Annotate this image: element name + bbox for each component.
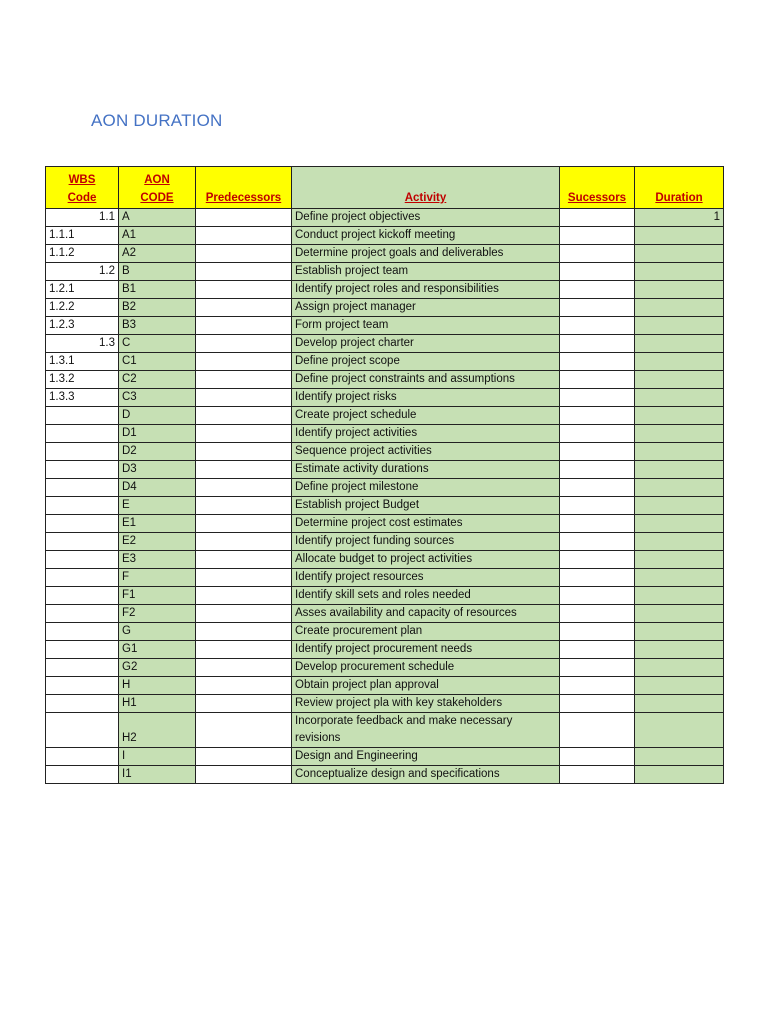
successors-cell [560,461,635,479]
successors-cell [560,227,635,245]
successors-cell [560,551,635,569]
duration-cell [635,766,724,784]
duration-cell [635,335,724,353]
aon-code-cell: E [119,497,196,515]
aon-code-cell: F2 [119,605,196,623]
duration-cell [635,425,724,443]
duration-cell [635,353,724,371]
table-row [46,263,724,281]
activity-cell: Obtain project plan approval [292,677,560,695]
wbs-code-cell [46,641,119,659]
table-row [46,209,724,227]
wbs-code-cell: 1.2 [46,263,119,281]
duration-cell [635,407,724,425]
header-successors: Sucessors [560,167,635,209]
aon-code-cell: G [119,623,196,641]
aon-code-cell: F1 [119,587,196,605]
successors-cell [560,587,635,605]
table-header-row [46,167,724,209]
duration-cell [635,443,724,461]
table-row [46,335,724,353]
activity-cell: Identify project funding sources [292,533,560,551]
aon-code-cell: E3 [119,551,196,569]
duration-cell [635,623,724,641]
duration-cell [635,479,724,497]
wbs-code-cell [46,533,119,551]
successors-cell [560,317,635,335]
aon-code-cell: C3 [119,389,196,407]
duration-cell [635,605,724,623]
aon-code-cell: A1 [119,227,196,245]
predecessors-cell [196,461,292,479]
activity-cell: Identify project risks [292,389,560,407]
table-row [46,605,724,623]
predecessors-cell [196,371,292,389]
activity-cell: Identify project procurement needs [292,641,560,659]
successors-cell [560,695,635,713]
activity-cell: Allocate budget to project activities [292,551,560,569]
predecessors-cell [196,209,292,227]
aon-code-cell: B2 [119,299,196,317]
duration-cell: 1 [635,209,724,227]
predecessors-cell [196,587,292,605]
wbs-code-cell: 1.3.2 [46,371,119,389]
aon-code-cell: H2 [119,713,196,748]
wbs-code-cell: 1.2.1 [46,281,119,299]
wbs-code-cell [46,569,119,587]
duration-cell [635,533,724,551]
successors-cell [560,335,635,353]
header-activity: Activity [292,167,560,209]
table-row [46,497,724,515]
table-row [46,533,724,551]
wbs-code-cell [46,748,119,766]
wbs-code-cell: 1.2.3 [46,317,119,335]
predecessors-cell [196,479,292,497]
wbs-code-cell: 1.1.1 [46,227,119,245]
wbs-code-cell [46,677,119,695]
activity-cell: Estimate activity durations [292,461,560,479]
aon-code-cell: D2 [119,443,196,461]
aon-code-cell: H [119,677,196,695]
wbs-code-cell [46,443,119,461]
wbs-code-cell [46,515,119,533]
aon-code-cell: D4 [119,479,196,497]
aon-code-cell: A [119,209,196,227]
wbs-code-cell [46,551,119,569]
table-row [46,766,724,784]
wbs-code-cell [46,407,119,425]
wbs-code-cell: 1.3.1 [46,353,119,371]
activity-cell: Identify project resources [292,569,560,587]
aon-code-cell: B3 [119,317,196,335]
table-row [46,713,724,748]
header-wbs-line2: Code [67,192,97,204]
predecessors-cell [196,335,292,353]
duration-cell [635,389,724,407]
activity-cell: Define project milestone [292,479,560,497]
table-row [46,659,724,677]
header-wbs-line1: WBS [68,174,96,186]
successors-cell [560,515,635,533]
table-row [46,587,724,605]
successors-cell [560,371,635,389]
table-row [46,353,724,371]
aon-code-cell: C2 [119,371,196,389]
wbs-code-cell: 1.2.2 [46,299,119,317]
duration-cell [635,569,724,587]
duration-cell [635,461,724,479]
predecessors-cell [196,659,292,677]
predecessors-cell [196,281,292,299]
successors-cell [560,659,635,677]
aon-code-cell: E1 [119,515,196,533]
table-row [46,461,724,479]
activity-cell: Develop project charter [292,335,560,353]
successors-cell [560,353,635,371]
activity-cell: Define project constraints and assumptions [292,371,560,389]
activity-cell: Develop procurement schedule [292,659,560,677]
header-wbs-code [46,167,119,209]
predecessors-cell [196,407,292,425]
successors-cell [560,677,635,695]
predecessors-cell [196,551,292,569]
activity-cell: Conceptualize design and specifications [292,766,560,784]
predecessors-cell [196,443,292,461]
aon-code-cell: D3 [119,461,196,479]
successors-cell [560,533,635,551]
successors-cell [560,641,635,659]
duration-cell [635,317,724,335]
aon-code-cell: C1 [119,353,196,371]
wbs-code-cell: 1.3.3 [46,389,119,407]
duration-cell [635,641,724,659]
aon-code-cell: H1 [119,695,196,713]
table-row [46,245,724,263]
successors-cell [560,569,635,587]
activity-cell: Sequence project activities [292,443,560,461]
successors-cell [560,209,635,227]
wbs-code-cell [46,605,119,623]
predecessors-cell [196,353,292,371]
duration-cell [635,281,724,299]
successors-cell [560,713,635,748]
duration-cell [635,587,724,605]
table-row [46,695,724,713]
wbs-code-cell [46,659,119,677]
activity-cell: Establish project Budget [292,497,560,515]
activity-cell: Determine project goals and deliverables [292,245,560,263]
predecessors-cell [196,317,292,335]
duration-cell [635,299,724,317]
table-body [46,209,724,784]
activity-cell: Review project pla with key stakeholders [292,695,560,713]
predecessors-cell [196,766,292,784]
header-aon-line1: AON [144,174,170,186]
table-row [46,389,724,407]
activity-cell: Asses availability and capacity of resources [292,605,560,623]
table-row [46,515,724,533]
predecessors-cell [196,515,292,533]
table-row [46,569,724,587]
header-aon-line2: CODE [140,192,174,204]
aon-code-cell: G2 [119,659,196,677]
duration-cell [635,263,724,281]
predecessors-cell [196,605,292,623]
predecessors-cell [196,623,292,641]
wbs-code-cell [46,766,119,784]
successors-cell [560,623,635,641]
successors-cell [560,263,635,281]
activity-cell: Define project scope [292,353,560,371]
activity-cell: Form project team [292,317,560,335]
wbs-code-cell [46,461,119,479]
duration-cell [635,713,724,748]
aon-code-cell: I [119,748,196,766]
successors-cell [560,281,635,299]
header-aon-code [119,167,196,209]
wbs-code-cell [46,623,119,641]
duration-cell [635,677,724,695]
aon-code-cell: D1 [119,425,196,443]
header-duration: Duration [635,167,724,209]
duration-cell [635,227,724,245]
successors-cell [560,389,635,407]
aon-code-cell: D [119,407,196,425]
table-row [46,317,724,335]
activity-cell: Create project schedule [292,407,560,425]
successors-cell [560,407,635,425]
wbs-code-cell: 1.1 [46,209,119,227]
predecessors-cell [196,263,292,281]
successors-cell [560,299,635,317]
table-row [46,641,724,659]
table-row [46,748,724,766]
table-row [46,551,724,569]
table-row [46,299,724,317]
wbs-code-cell [46,713,119,748]
predecessors-cell [196,497,292,515]
wbs-code-cell: 1.1.2 [46,245,119,263]
successors-cell [560,479,635,497]
activity-cell: Incorporate feedback and make necessary revisions [292,713,560,748]
predecessors-cell [196,713,292,748]
activity-cell: Design and Engineering [292,748,560,766]
wbs-code-cell [46,479,119,497]
predecessors-cell [196,677,292,695]
successors-cell [560,425,635,443]
wbs-code-cell [46,497,119,515]
duration-cell [635,748,724,766]
wbs-code-cell [46,587,119,605]
activity-cell: Create procurement plan [292,623,560,641]
header-predecessors: Predecessors [196,167,292,209]
aon-code-cell: B1 [119,281,196,299]
duration-cell [635,695,724,713]
table-row [46,443,724,461]
duration-cell [635,659,724,677]
table-row [46,479,724,497]
aon-code-cell: I1 [119,766,196,784]
successors-cell [560,766,635,784]
activity-cell: Identify skill sets and roles needed [292,587,560,605]
table-row [46,281,724,299]
predecessors-cell [196,389,292,407]
predecessors-cell [196,425,292,443]
successors-cell [560,497,635,515]
table-row [46,407,724,425]
aon-code-cell: A2 [119,245,196,263]
aon-duration-table [45,166,724,784]
table-row [46,623,724,641]
duration-cell [635,551,724,569]
table-row [46,425,724,443]
aon-code-cell: F [119,569,196,587]
activity-cell: Determine project cost estimates [292,515,560,533]
duration-cell [635,497,724,515]
activity-cell: Assign project manager [292,299,560,317]
activity-cell: Identify project roles and responsibilities [292,281,560,299]
aon-code-cell: C [119,335,196,353]
predecessors-cell [196,641,292,659]
wbs-code-cell [46,425,119,443]
duration-cell [635,245,724,263]
predecessors-cell [196,569,292,587]
wbs-code-cell: 1.3 [46,335,119,353]
successors-cell [560,443,635,461]
successors-cell [560,748,635,766]
predecessors-cell [196,227,292,245]
page-title: AON DURATION [91,111,223,130]
table-row [46,371,724,389]
wbs-code-cell [46,695,119,713]
activity-cell: Establish project team [292,263,560,281]
predecessors-cell [196,299,292,317]
table-row [46,227,724,245]
table-row [46,677,724,695]
activity-cell: Define project objectives [292,209,560,227]
successors-cell [560,605,635,623]
duration-cell [635,371,724,389]
predecessors-cell [196,245,292,263]
aon-code-cell: E2 [119,533,196,551]
successors-cell [560,245,635,263]
aon-code-cell: B [119,263,196,281]
predecessors-cell [196,748,292,766]
activity-cell: Conduct project kickoff meeting [292,227,560,245]
predecessors-cell [196,695,292,713]
aon-code-cell: G1 [119,641,196,659]
activity-cell: Identify project activities [292,425,560,443]
duration-cell [635,515,724,533]
predecessors-cell [196,533,292,551]
